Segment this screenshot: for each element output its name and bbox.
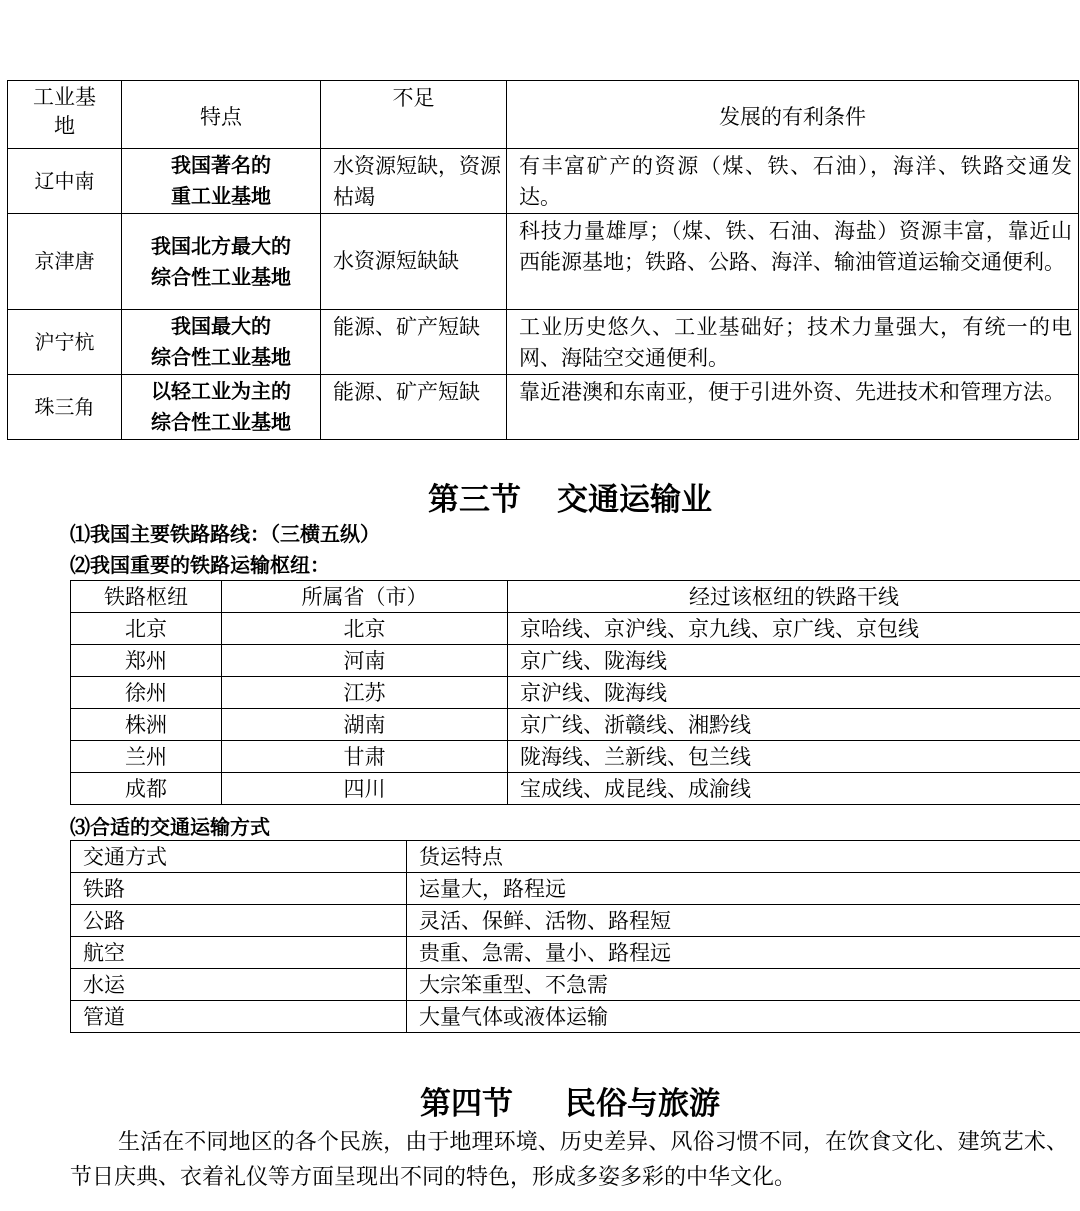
table-row	[8, 149, 1079, 214]
section3-title: 第三节 交通运输业	[428, 482, 712, 518]
table-row	[71, 969, 1080, 1001]
lines-cell: 宝成线、成昆线、成渝线	[508, 773, 1080, 805]
table-header-row	[71, 841, 1080, 873]
railway-hub-table	[70, 580, 1080, 805]
base-name: 沪宁杭	[8, 310, 122, 375]
base-shortage: 能源、矿产短缺	[321, 310, 507, 375]
province-cell: 湖南	[222, 709, 508, 741]
base-shortage: 水资源短缺，资源枯竭	[321, 149, 507, 214]
province-cell: 江苏	[222, 677, 508, 709]
section3-item1: ⑴我国主要铁路路线：（三横五纵）	[70, 522, 380, 546]
hub-cell: 成都	[71, 773, 222, 805]
base-name: 辽中南	[8, 149, 122, 214]
hub-cell: 徐州	[71, 677, 222, 709]
header-freight: 货运特点	[407, 841, 1080, 873]
lines-cell: 京沪线、陇海线	[508, 677, 1080, 709]
base-shortage: 水资源短缺缺	[321, 214, 507, 310]
province-cell: 四川	[222, 773, 508, 805]
table-row	[8, 214, 1079, 310]
freight-cell: 贵重、急需、量小、路程远	[407, 937, 1080, 969]
table-row	[71, 645, 1080, 677]
lines-cell: 京哈线、京沪线、京九线、京广线、京包线	[508, 613, 1080, 645]
table-row	[71, 677, 1080, 709]
table-row	[71, 709, 1080, 741]
base-conditions: 靠近港澳和东南亚，便于引进外资、先进技术和管理方法。	[507, 375, 1079, 440]
freight-cell: 运量大，路程远	[407, 873, 1080, 905]
section3-item2: ⑵我国重要的铁路运输枢纽：	[70, 553, 330, 577]
header-province: 所属省（市）	[222, 581, 508, 613]
header-base: 工业基地	[8, 81, 122, 149]
table-row	[71, 773, 1080, 805]
base-conditions: 工业历史悠久、工业基础好；技术力量强大，有统一的电网、海陆空交通便利。	[507, 310, 1079, 375]
table-row	[8, 310, 1079, 375]
mode-cell: 航空	[71, 937, 407, 969]
transport-mode-table	[70, 840, 1080, 1033]
lines-cell: 陇海线、兰新线、包兰线	[508, 741, 1080, 773]
table-row	[71, 873, 1080, 905]
base-name: 珠三角	[8, 375, 122, 440]
header-conditions: 发展的有利条件	[507, 81, 1079, 149]
table-header-row	[71, 581, 1080, 613]
freight-cell: 大量气体或液体运输	[407, 1001, 1080, 1033]
base-features: 我国北方最大的 综合性工业基地	[122, 214, 321, 310]
table-header-row	[8, 81, 1079, 149]
header-hub: 铁路枢纽	[71, 581, 222, 613]
base-features: 以轻工业为主的 综合性工业基地	[122, 375, 321, 440]
table-row	[71, 741, 1080, 773]
base-conditions: 科技力量雄厚；（煤、铁、石油、海盐）资源丰富，靠近山西能源基地；铁路、公路、海洋、输油管道运输交通便利。	[507, 214, 1079, 310]
hub-cell: 北京	[71, 613, 222, 645]
freight-cell: 灵活、保鲜、活物、路程短	[407, 905, 1080, 937]
lines-cell: 京广线、陇海线	[508, 645, 1080, 677]
mode-cell: 公路	[71, 905, 407, 937]
header-lines: 经过该枢纽的铁路干线	[508, 581, 1080, 613]
hub-cell: 株洲	[71, 709, 222, 741]
table-row	[71, 613, 1080, 645]
province-cell: 甘肃	[222, 741, 508, 773]
section4-paragraph: 生活在不同地区的各个民族，由于地理环境、历史差异、风俗习惯不同，在饮食文化、建筑艺术、节日庆典、衣着礼仪等方面呈现出不同的特色，形成多姿多彩的中华文化。	[70, 1130, 1068, 1190]
base-conditions: 有丰富矿产的资源（煤、铁、石油），海洋、铁路交通发达。	[507, 149, 1079, 214]
industrial-base-table	[7, 80, 1079, 440]
base-name: 京津唐	[8, 214, 122, 310]
section4-title: 第四节 民俗与旅游	[420, 1086, 720, 1122]
mode-cell: 水运	[71, 969, 407, 1001]
table-row	[71, 1001, 1080, 1033]
base-features: 我国著名的 重工业基地	[122, 149, 321, 214]
header-mode: 交通方式	[71, 841, 407, 873]
table-row	[8, 375, 1079, 440]
table-row	[71, 937, 1080, 969]
header-features: 特点	[122, 81, 321, 149]
freight-cell: 大宗笨重型、不急需	[407, 969, 1080, 1001]
base-shortage: 能源、矿产短缺	[321, 375, 507, 440]
province-cell: 北京	[222, 613, 508, 645]
province-cell: 河南	[222, 645, 508, 677]
mode-cell: 管道	[71, 1001, 407, 1033]
hub-cell: 兰州	[71, 741, 222, 773]
header-shortage: 不足	[321, 81, 507, 149]
base-features: 我国最大的 综合性工业基地	[122, 310, 321, 375]
mode-cell: 铁路	[71, 873, 407, 905]
lines-cell: 京广线、浙赣线、湘黔线	[508, 709, 1080, 741]
section3-item3: ⑶合适的交通运输方式	[70, 815, 270, 839]
table-row	[71, 905, 1080, 937]
hub-cell: 郑州	[71, 645, 222, 677]
